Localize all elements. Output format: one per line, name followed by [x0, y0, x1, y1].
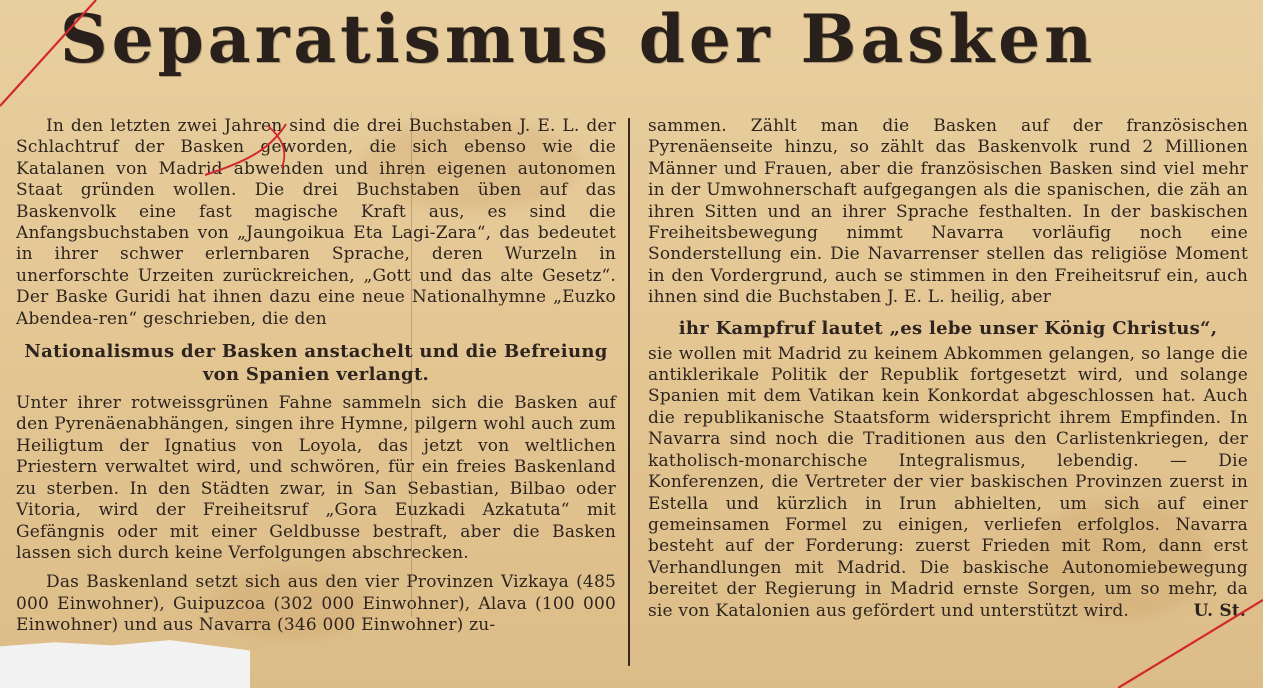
left-column: [16, 116, 616, 637]
left-subheading: Nationalismus der Basken anstachelt und die Befreiung von Spanien verlangt.: [24, 341, 608, 386]
author-signature: U. St.: [1193, 600, 1246, 621]
left-paragraph-1: In den letzten zwei Jahren sind die drei Buchstaben J. E. L. der Schlachtruf der Basken geworden, die sich ebenso wie die Katalanen von Madrid abwenden und ihren eigenen autonomen Staat gründen wollen. Die drei Buchstaben üben auf das Baskenvolk eine fast magische Kraft aus, es sind die Anfangsbuchstaben von „Jaungoikua Eta Lagi-Zara“, das bedeutet in ihrer schwer erlernbaren Sprache, deren Wurzeln in unerforschte Urzeiten zurückreichen, „Gott und das alte Gesetz“. Der Baske Guridi hat ihnen dazu eine neue Nationalhymne „Euzko Abendea-ren“ geschrieben, die den: [16, 116, 616, 329]
column-divider: [628, 118, 630, 666]
right-paragraph-1: sammen. Zählt man die Basken auf der französischen Pyrenäenseite hinzu, so zählt das Baskenvolk rund 2 Millionen Männer und Frauen, aber die französischen Basken sind viel mehr in der Umwohnerschaft aufgegangen als die spanischen, die zäh an ihren Sitten und an ihrer Sprache festhalten. In der baskischen Freiheitsbewegung nimmt Navarra vorläufig noch eine Sonderstellung ein. Die Navarrenser stellen das religiöse Moment in den Vordergrund, auch se stimmen in den Freiheitsruf ein, auch ihnen sind die Buchstaben J. E. L. heilig, aber: [648, 116, 1248, 308]
left-paragraph-2: Unter ihrer rotweissgrünen Fahne sammeln sich die Basken auf den Pyrenäenabhängen, singen ihre Hymne, pilgern wohl auch zum Heiligtum der Ignatius von Loyola, das jetzt von weltlichen Priestern verwaltet wird, und schwören, für ein freies Baskenland zu sterben. In den Städten zwar, in San Sebastian, Bilbao oder Vitoria, wird der Freiheitsruf „Gora Euzkadi Azkatuta“ mit Gefängnis oder mit einer Geldbusse bestraft, aber die Basken lassen sich durch keine Verfolgungen abschrecken.: [16, 393, 616, 563]
torn-corner: [0, 636, 250, 688]
right-paragraph-2: sie wollen mit Madrid zu keinem Abkommen gelangen, so lange die antiklerikale Politik der Republik fortgesetzt wird, und solange Spanien mit dem Vatikan kein Konkordat abgeschlossen hat. Auch die republikanische Staatsform widerspricht ihrem Empfinden. In Navarra sind noch die Traditionen aus den Carlistenkriegen, der katholisch-monarchische Integralismus, lebendig. — Die Konferenzen, die Vertreter der vier baskischen Provinzen zuerst in Estella und kürzlich in Irun abhielten, um sich auf einer gemeinsamen Formel zu einigen, verliefen erfolglos. Navarra besteht auf der Forderung: zuerst Frieden mit Rom, dann erst Verhandlungen mit Madrid. Die baskische Autonomiebewegung bereitet der Regierung in Madrid ernste Sorgen, um so mehr, da sie von Katalonien aus gefördert und unterstützt wird.: [648, 343, 1248, 621]
left-paragraph-3: Das Baskenland setzt sich aus den vier Provinzen Vizkaya (485 000 Einwohner), Guipuzcoa (302 000 Einwohner), Alava (100 000 Einwohner) und aus Navarra (346 000 Einwohner) zu-: [16, 572, 616, 636]
article-headline: Separatismus der Basken: [60, 0, 1097, 78]
right-subheading: ihr Kampfruf lautet „es lebe unser König Christus“,: [678, 317, 1218, 339]
right-column: [648, 116, 1248, 622]
